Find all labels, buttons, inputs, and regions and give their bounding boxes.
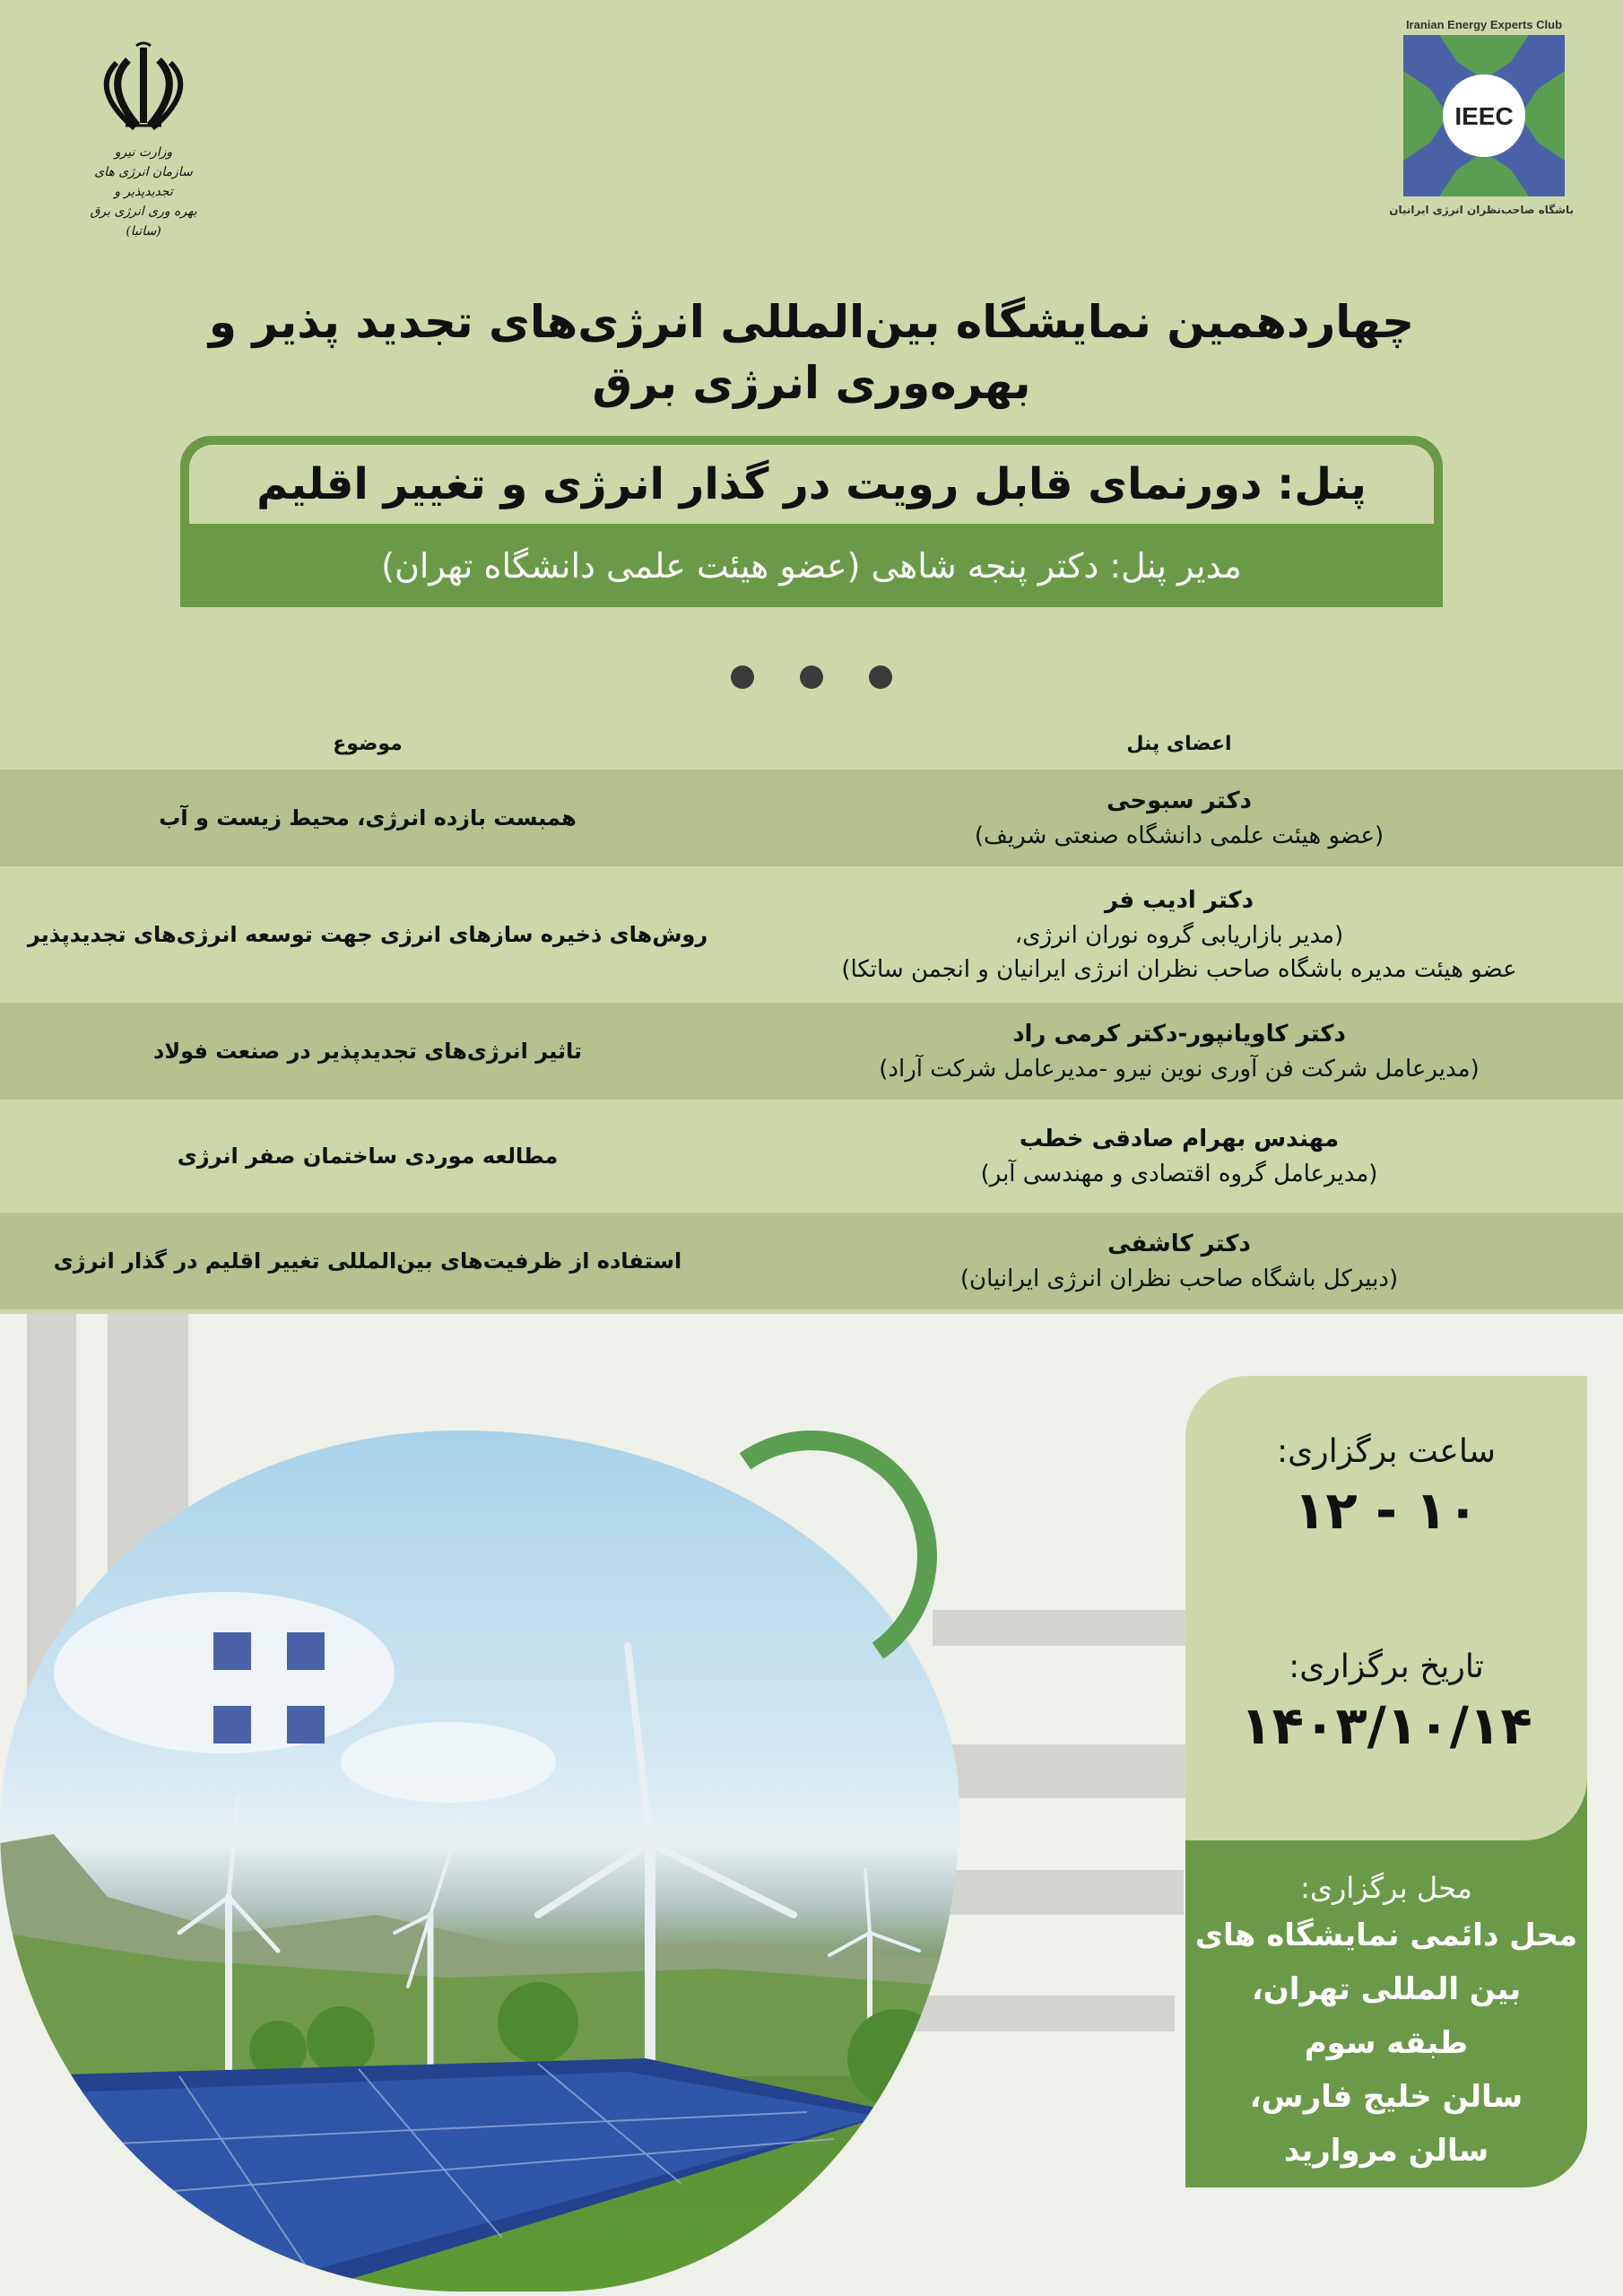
dot-icon bbox=[800, 665, 823, 689]
table-row bbox=[0, 1213, 1623, 1309]
topic-cell: مطالعه موردی ساختمان صفر انرژی bbox=[177, 1144, 559, 1169]
topic-cell: روش‌های ذخیره سازهای انرژی جهت توسعه انرژی‌های تجدیدپذیر bbox=[27, 922, 708, 947]
member-cell bbox=[735, 1226, 1623, 1296]
ministry-text-line: بهره وری انرژی برق (ساتبا) bbox=[90, 204, 197, 239]
iran-emblem-icon bbox=[94, 40, 193, 139]
location-line: بین المللی تهران، bbox=[1251, 1971, 1522, 2007]
table-row bbox=[0, 1003, 1623, 1100]
dot-icon bbox=[869, 665, 892, 689]
ieec-caption-persian: باشگاه صاحب‌نظران انرژی ایرانیان bbox=[1389, 204, 1574, 216]
member-name: دکتر سبوحی bbox=[1107, 787, 1252, 814]
member-role: عضو هیئت مدیره باشگاه صاحب نظران انرژی ایرانیان و انجمن ساتکا) bbox=[841, 956, 1517, 983]
date-value: ۱۴۰۳/۱۰/۱۴ bbox=[1240, 1695, 1532, 1756]
member-role: (مدیرعامل شرکت فن آوری نوین نیرو -مدیرعامل شرکت آراد) bbox=[879, 1056, 1480, 1083]
member-role: (مدیر بازاریابی گروه نوران انرژی، bbox=[1014, 922, 1344, 949]
decorative-blue-square bbox=[287, 1632, 325, 1670]
ieec-caption-english: Iranian Energy Experts Club bbox=[1405, 18, 1563, 31]
member-cell bbox=[735, 1016, 1623, 1086]
member-cell bbox=[735, 783, 1623, 853]
member-name: دکتر کاشفی bbox=[1107, 1231, 1251, 1257]
panel-heading-box bbox=[180, 436, 1443, 607]
header-members: اعضای پنل bbox=[1126, 732, 1232, 755]
time-label: ساعت برگزاری: bbox=[1277, 1433, 1496, 1470]
exhibition-title-line-1: چهاردهمین نمایشگاه بین‌المللی انرژی‌های تجدید پذیر و bbox=[208, 296, 1415, 348]
ministry-text-line: سازمان انرژی های تجدیدپذیر و bbox=[94, 165, 193, 199]
member-role: (مدیرعامل گروه اقتصادی و مهندسی آبر) bbox=[980, 1161, 1378, 1187]
panel-moderator: مدیر پنل: دکتر پنجه شاهی (عضو هیئت علمی دانشگاه تهران) bbox=[381, 545, 1242, 586]
ministry-text-line: وزارت نیرو bbox=[114, 145, 173, 160]
member-name: دکتر ادیب فر bbox=[1104, 887, 1254, 914]
table-header bbox=[0, 718, 1623, 770]
date-label: تاریخ برگزاری: bbox=[1289, 1648, 1484, 1685]
separator-dots bbox=[731, 665, 892, 692]
member-role: (دبیرکل باشگاه صاحب نظران انرژی ایرانیان) bbox=[959, 1265, 1399, 1292]
table-row bbox=[0, 770, 1623, 866]
brush-stroke bbox=[924, 1744, 1193, 1798]
member-name: مهندس بهرام صادقی خطب bbox=[1019, 1126, 1340, 1152]
event-time-date-section bbox=[1185, 1376, 1587, 1840]
decorative-blue-square bbox=[287, 1706, 325, 1744]
topic-cell: همبست بازده انرژی، محیط زیست و آب bbox=[159, 805, 577, 831]
location-line: محل دائمی نمایشگاه های bbox=[1194, 1918, 1578, 1953]
exhibition-title bbox=[135, 291, 1488, 413]
ieec-mark-text: IEEC bbox=[1454, 102, 1514, 130]
brush-stroke bbox=[933, 1610, 1202, 1646]
location-line: سالن خلیج فارس، bbox=[1249, 2079, 1523, 2115]
event-info-card bbox=[1185, 1376, 1587, 2187]
member-role: (عضو هیئت علمی دانشگاه صنعتی شریف) bbox=[974, 822, 1384, 849]
location-label: محل برگزاری: bbox=[1300, 1871, 1472, 1905]
header-topic: موضوع bbox=[333, 732, 403, 755]
member-cell bbox=[735, 1121, 1623, 1191]
time-value: ۱۰ - ۱۲ bbox=[1293, 1480, 1480, 1541]
ministry-of-energy-logo bbox=[72, 40, 215, 238]
location-line: سالن مروارید bbox=[1283, 2133, 1489, 2169]
member-name: دکتر کاویانپور-دکتر کرمی راد bbox=[1012, 1021, 1346, 1048]
member-cell bbox=[735, 883, 1623, 987]
topic-cell: استفاده از ظرفیت‌های بین‌المللی تغییر اقلیم در گذار انرژی bbox=[53, 1248, 682, 1274]
dot-icon bbox=[731, 665, 754, 689]
panel-title: پنل: دورنمای قابل رویت در گذار انرژی و تغییر اقلیم bbox=[189, 445, 1434, 524]
topic-cell: تاثیر انرژی‌های تجدیدپذیر در صنعت فولاد bbox=[152, 1039, 583, 1064]
decorative-blue-square bbox=[213, 1632, 251, 1670]
table-row bbox=[0, 1100, 1623, 1213]
decorative-blue-square bbox=[213, 1706, 251, 1744]
ieec-logo bbox=[1389, 18, 1574, 224]
ieec-star-icon bbox=[1403, 35, 1565, 196]
location-line: طبقه سوم bbox=[1304, 2025, 1469, 2061]
exhibition-title-line-2: بهره‌وری انرژی برق bbox=[592, 357, 1031, 409]
brush-stroke bbox=[906, 1996, 1175, 2031]
table-row bbox=[0, 866, 1623, 1003]
panel-members-table bbox=[0, 718, 1623, 1309]
